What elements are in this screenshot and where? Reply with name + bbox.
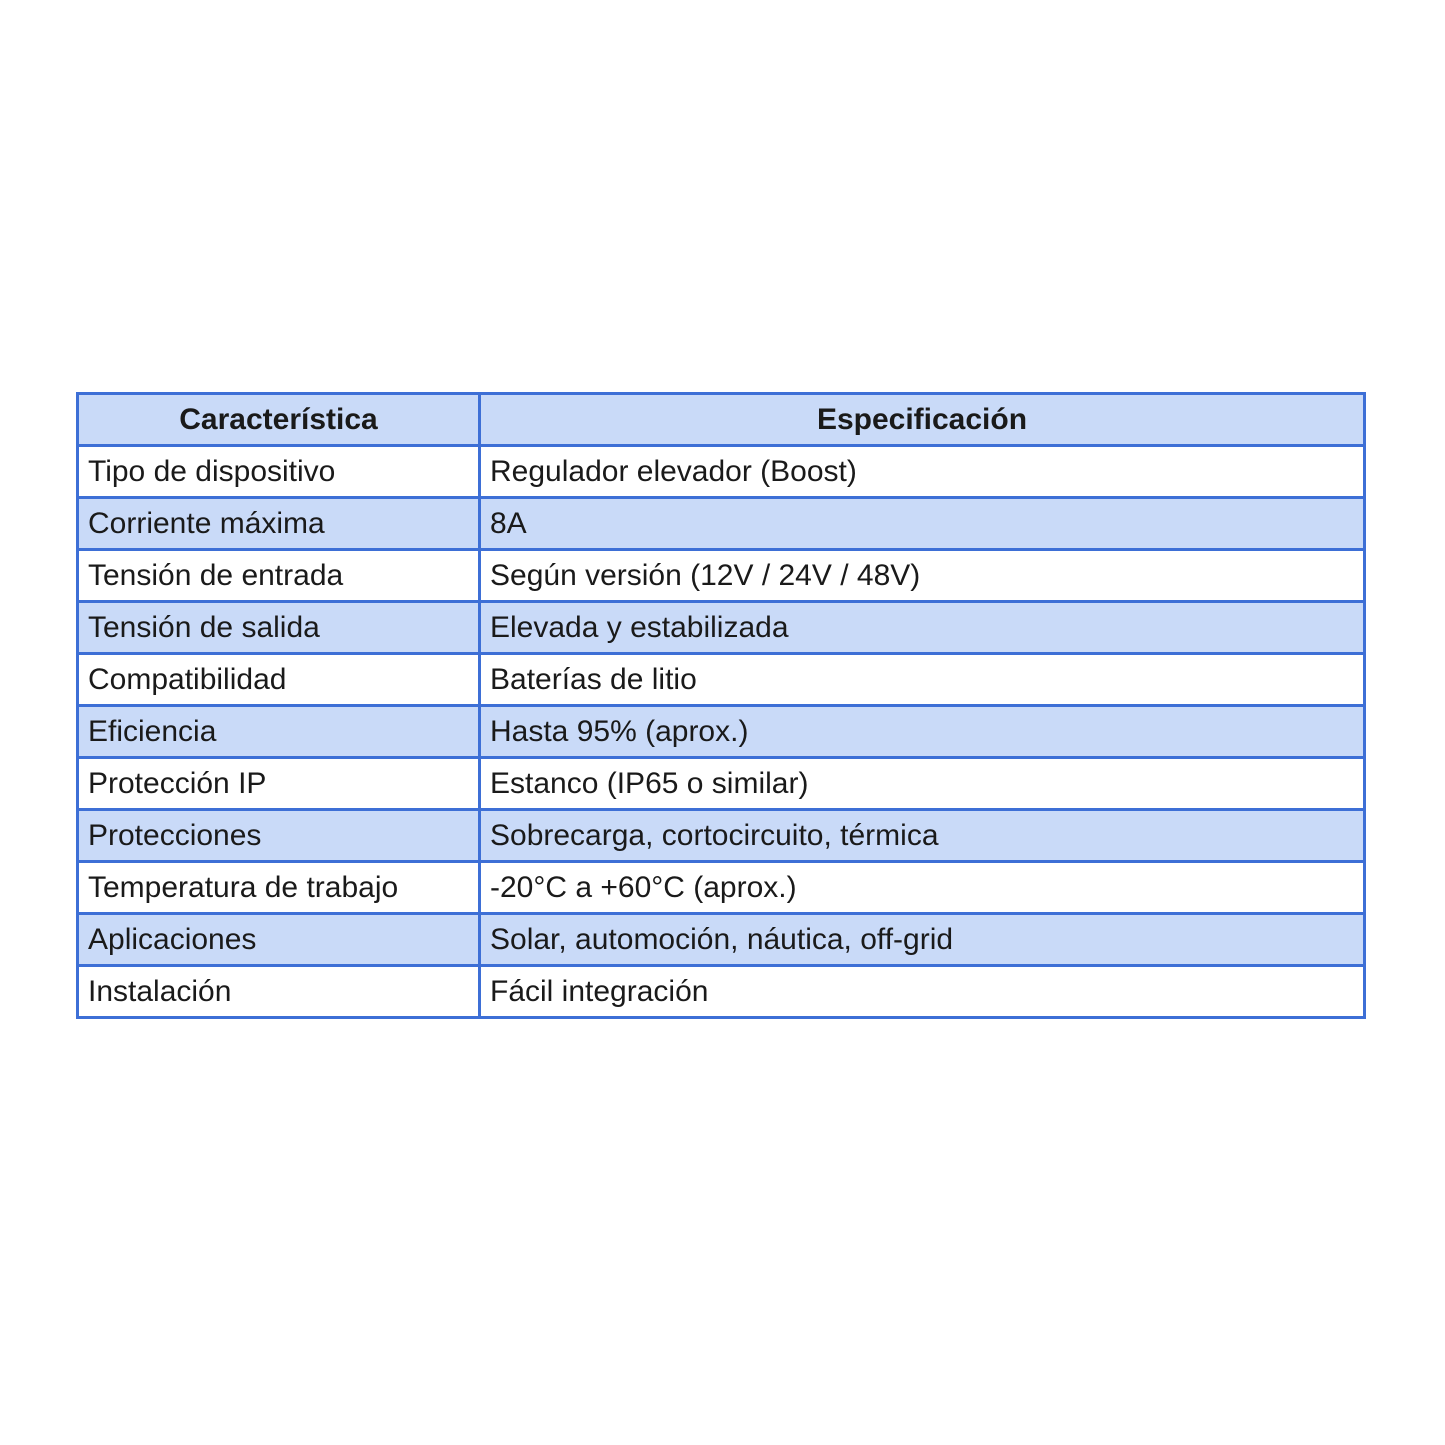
spec-cell: Solar, automoción, náutica, off-grid — [480, 914, 1365, 966]
spec-cell: Baterías de litio — [480, 654, 1365, 706]
table-row — [78, 446, 1365, 498]
spec-cell: Hasta 95% (aprox.) — [480, 706, 1365, 758]
feature-cell: Instalación — [78, 966, 480, 1018]
spec-cell: Fácil integración — [480, 966, 1365, 1018]
feature-cell: Tensión de entrada — [78, 550, 480, 602]
table-row — [78, 654, 1365, 706]
table-row — [78, 914, 1365, 966]
spec-cell: Según versión (12V / 24V / 48V) — [480, 550, 1365, 602]
spec-table — [76, 392, 1366, 1019]
spec-cell: Sobrecarga, cortocircuito, térmica — [480, 810, 1365, 862]
table-row — [78, 758, 1365, 810]
spec-cell: -20°C a +60°C (aprox.) — [480, 862, 1365, 914]
feature-cell: Protección IP — [78, 758, 480, 810]
feature-cell: Temperatura de trabajo — [78, 862, 480, 914]
table-row — [78, 862, 1365, 914]
feature-cell: Protecciones — [78, 810, 480, 862]
table-row — [78, 498, 1365, 550]
feature-cell: Tensión de salida — [78, 602, 480, 654]
table-row — [78, 810, 1365, 862]
table-row — [78, 602, 1365, 654]
header-especificacion: Especificación — [480, 394, 1365, 446]
spec-cell: Regulador elevador (Boost) — [480, 446, 1365, 498]
feature-cell: Tipo de dispositivo — [78, 446, 480, 498]
feature-cell: Aplicaciones — [78, 914, 480, 966]
table-row — [78, 706, 1365, 758]
header-caracteristica: Característica — [78, 394, 480, 446]
spec-cell: Estanco (IP65 o similar) — [480, 758, 1365, 810]
table-row — [78, 966, 1365, 1018]
feature-cell: Compatibilidad — [78, 654, 480, 706]
feature-cell: Corriente máxima — [78, 498, 480, 550]
spec-cell: Elevada y estabilizada — [480, 602, 1365, 654]
table-row — [78, 550, 1365, 602]
spec-cell: 8A — [480, 498, 1365, 550]
feature-cell: Eficiencia — [78, 706, 480, 758]
table-header-row — [78, 394, 1365, 446]
